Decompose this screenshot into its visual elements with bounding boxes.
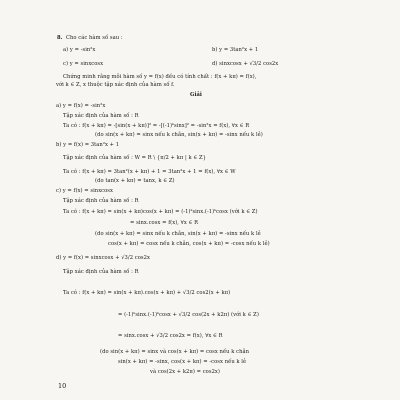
function-b: b) y = 3tan²x + 1 xyxy=(212,47,259,53)
text-line: cos(x + kπ) = cosx nếu k chẵn, cos(x + kπ) = -cosx nếu k lẻ) xyxy=(108,241,270,247)
text-line: = sinx.cosx + √3/2 cos2x = f(x), ∀x ∈ R xyxy=(118,333,223,339)
text-line: Tập xác định của hàm số : W = R \ {π/2 + kπ | k ∈ Z} xyxy=(63,155,206,161)
exercise-intro: Cho các hàm số sau : xyxy=(66,35,123,41)
text-line: (do sin(x + kπ) = sinx và cos(x + kπ) = cosx nếu k chẵn xyxy=(100,349,250,355)
text-line: Tập xác định của hàm số : R xyxy=(63,113,139,119)
text-line: = (-1)ᵏsinx.(-1)ᵏcosx + √3/2 cos(2x + k2π) (với k ∈ Z) xyxy=(118,312,259,318)
text-line: Tập xác định của hàm số : R xyxy=(63,198,139,204)
function-d: d) sinxcosx + √3/2 cos2x xyxy=(212,61,279,67)
text-line: = sinx.cosx = f(x), ∀x ∈ R xyxy=(130,220,199,226)
exercise-label: 8. xyxy=(57,35,63,41)
solution-title: Giải xyxy=(190,92,202,98)
problem-statement-line2: với k ∈ Z, x thuộc tập xác định của hàm số f. xyxy=(56,82,175,88)
text-line: Ta có : f(x + kπ) = sin(x + kπ).cos(x + kπ) + √3/2 cos2(x + kπ) xyxy=(63,290,231,296)
text-line: Tập xác định của hàm số : R xyxy=(63,269,139,275)
function-c: c) y = sinxcosx xyxy=(63,61,104,67)
text-line: Ta có : f(x + kπ) = 3tan²(x + kπ) + 1 = 3tan²x + 1 = f(x), ∀x ∈ W xyxy=(63,169,236,175)
text-line: Ta có : f(x + kπ) = -[sin(x + kπ)]² = -[(-1)ᵏsinx]² = -sin²x = f(x), ∀x ∈ R xyxy=(63,123,250,129)
text-line: (do sin(x + kπ) = sinx nếu k chẵn, sin(x + kπ) = -sinx nếu k lẻ xyxy=(95,231,261,237)
text-line: Ta có : f(x + kπ) = sin(x + kπ)cos(x + kπ) = (-1)ᵏsinx.(-1)ᵏcosx (với k ∈ Z) xyxy=(63,209,258,215)
text-line: d) y = f(x) = sinxcosx + √3/2 cos2x xyxy=(56,255,150,261)
page-number: 10 xyxy=(58,382,67,390)
text-line: và cos(2x + k2π) = cos2x) xyxy=(150,369,220,375)
problem-statement-line1: Chứng minh rằng mỗi hàm số y = f(x) đều có tính chất : f(x + kπ) = f(x), xyxy=(63,74,257,80)
text-line: (do tan(x + kπ) = tanx, k ∈ Z) xyxy=(95,178,175,184)
text-line: (do sin(x + kπ) = sinx nếu k chẵn, sin(x + kπ) = -sinx nếu k lẻ) xyxy=(95,132,263,138)
text-line: b) y = f(x) = 3tan²x + 1 xyxy=(56,142,120,148)
function-a: a) y = -sin²x xyxy=(63,47,96,53)
text-line: sin(x + kπ) = -sinx, cos(x + kπ) = -cosx nếu k lẻ xyxy=(118,359,247,365)
text-line: c) y = f(x) = sinxcosx xyxy=(56,188,113,194)
text-line: a) y = f(x) = -sin²x xyxy=(56,103,106,109)
